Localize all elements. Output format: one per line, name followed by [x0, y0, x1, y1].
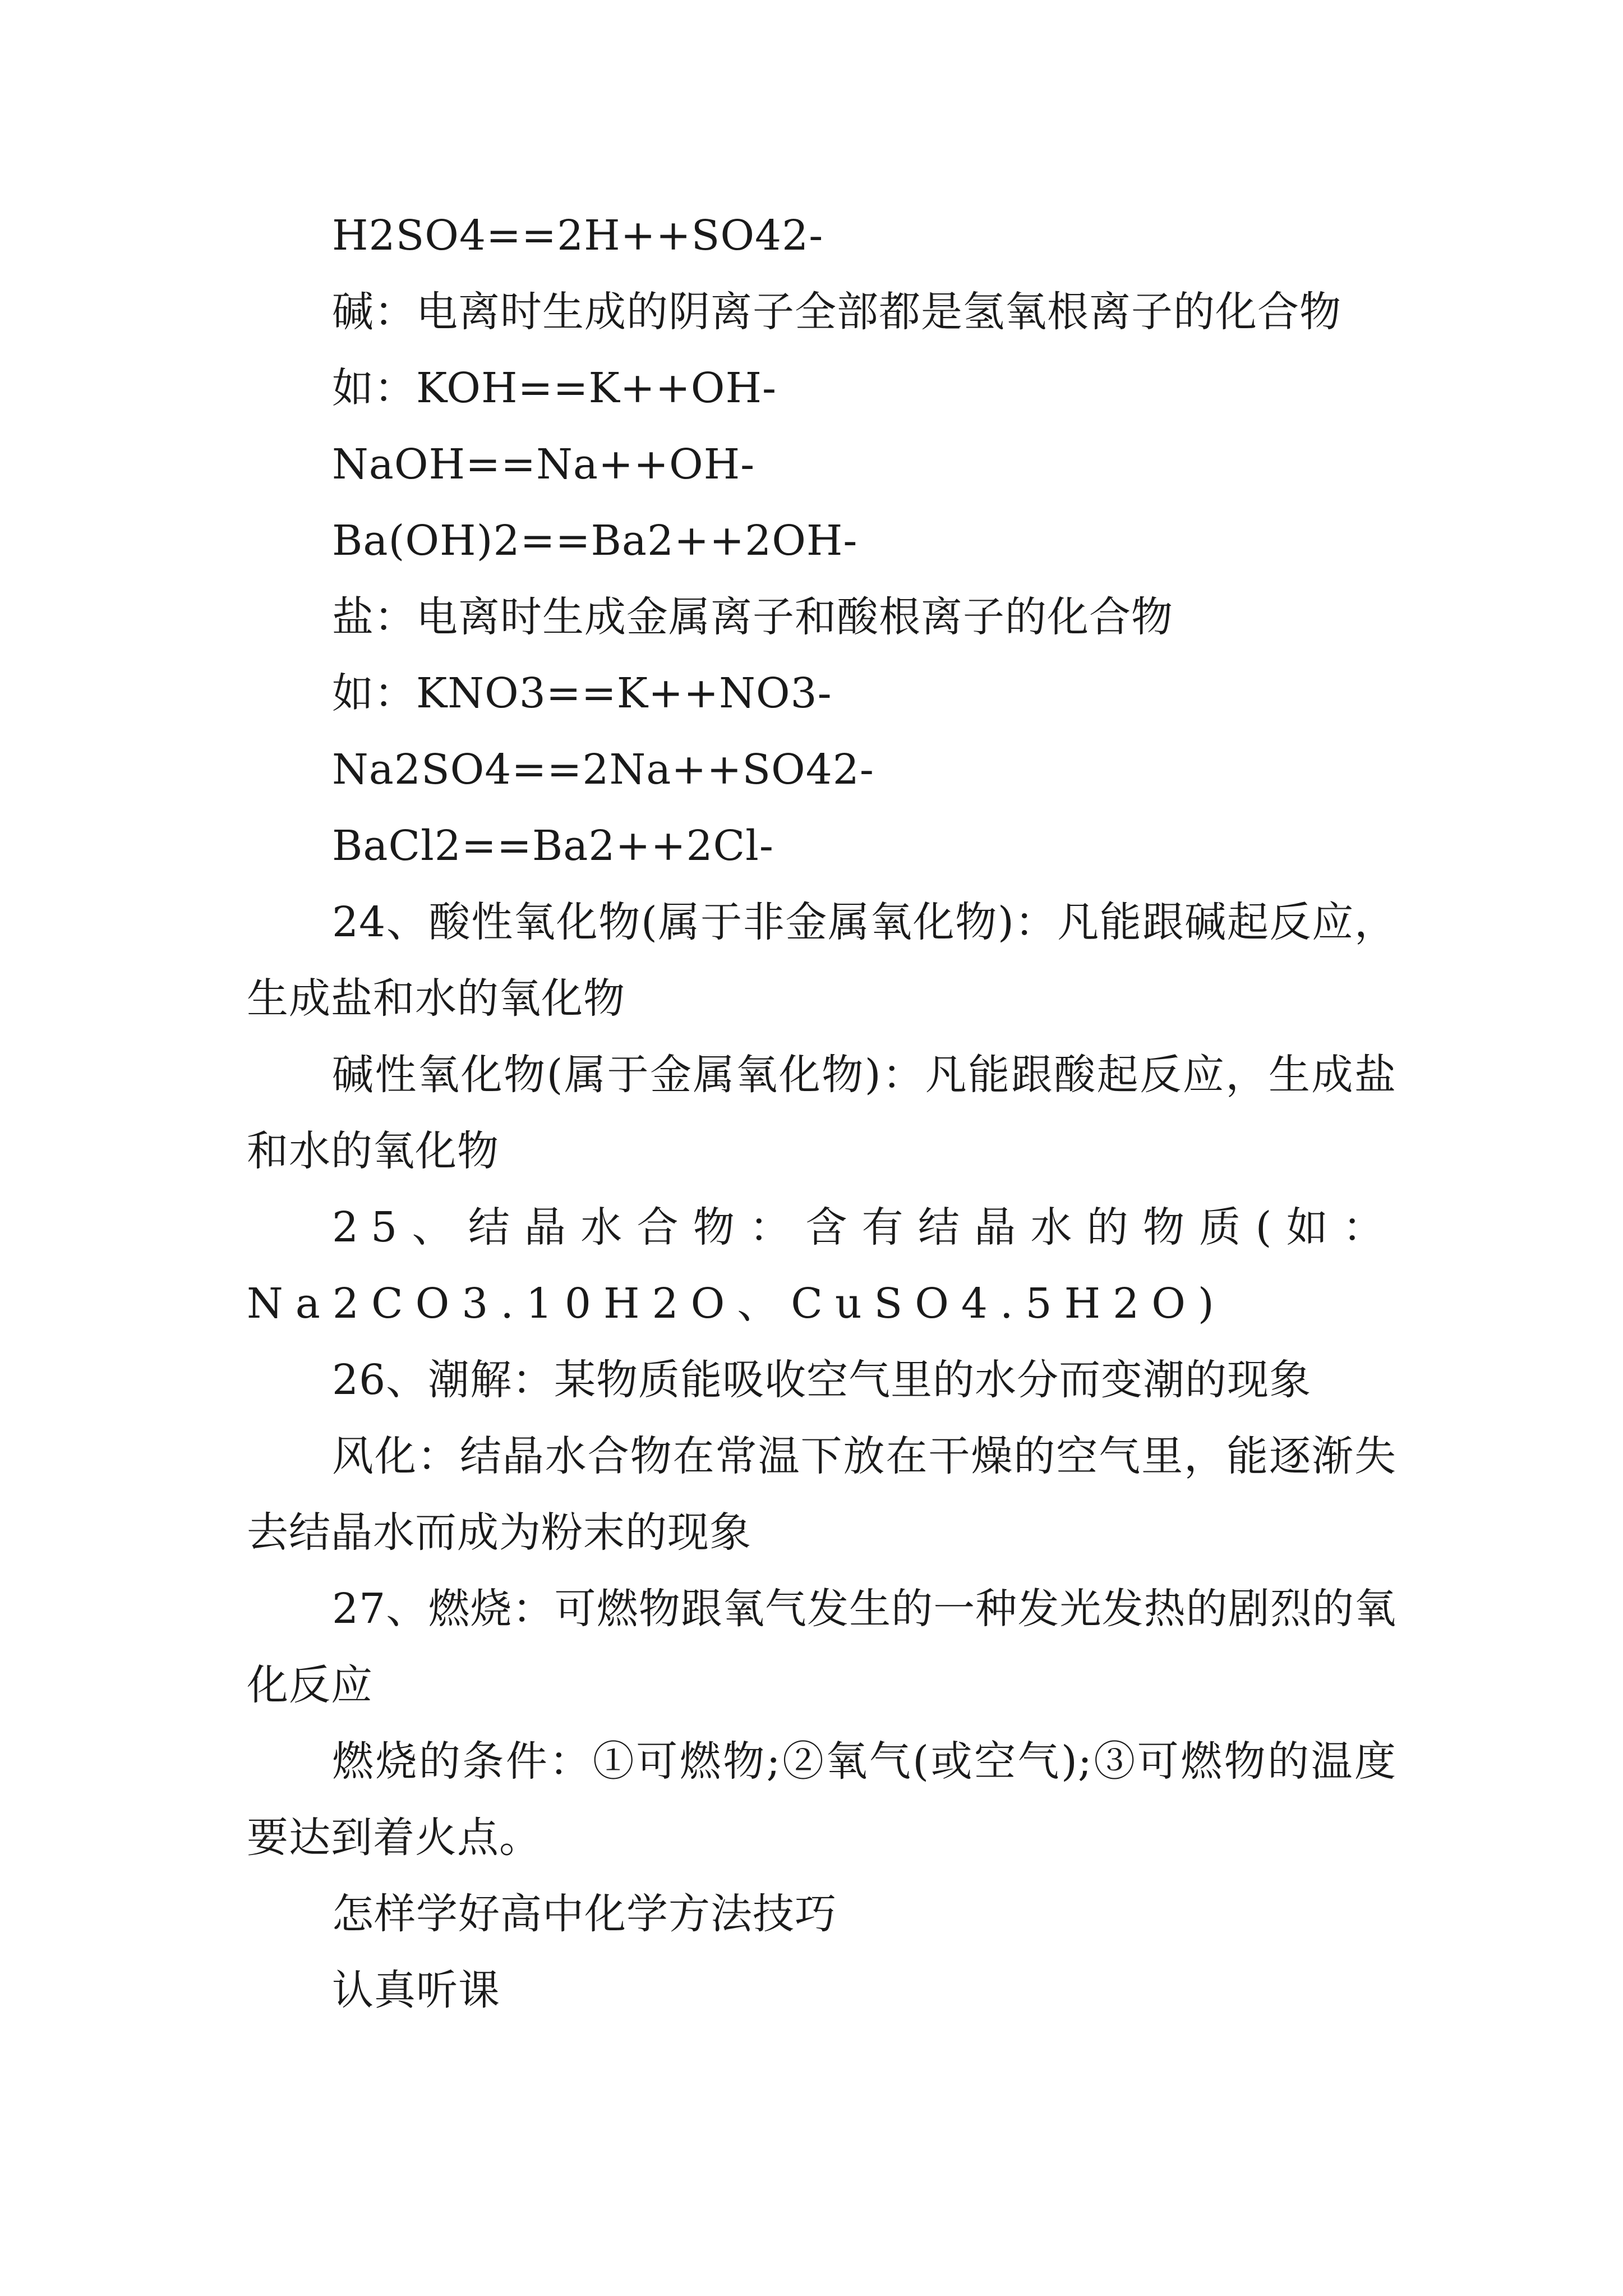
document-body — [247, 197, 1396, 2028]
paragraph: Na2SO4==2Na++SO42- — [332, 746, 874, 794]
paragraph: 如：KNO3==K++NO3- — [332, 669, 832, 717]
paragraph: 碱性氧化物(属于金属氧化物)：凡能跟酸起反应，生成盐和水的氧化物 — [247, 1051, 1396, 1175]
paragraph: NaOH==Na++OH- — [332, 440, 755, 489]
paragraph: 风化：结晶水合物在常温下放在干燥的空气里，能逐渐失去结晶水而成为粉末的现象 — [247, 1432, 1396, 1557]
paragraph: 盐：电离时生成金属离子和酸根离子的化合物 — [332, 593, 1173, 641]
paragraph: 认真听课 — [332, 1966, 500, 2014]
paragraph: 25、结晶水合物：含有结晶水的物质(如：Na2CO3.10H2O、CuSO4.5H2O) — [247, 1203, 1396, 1328]
paragraph: Ba(OH)2==Ba2++2OH- — [332, 517, 858, 565]
paragraph: 24、酸性氧化物(属于非金属氧化物)：凡能跟碱起反应，生成盐和水的氧化物 — [247, 898, 1396, 1023]
paragraph: BaCl2==Ba2++2Cl- — [332, 822, 774, 870]
paragraph: 27、燃烧：可燃物跟氧气发生的一种发光发热的剧烈的氧化反应 — [247, 1585, 1396, 1709]
paragraph: 碱：电离时生成的阴离子全部都是氢氧根离子的化合物 — [332, 288, 1341, 336]
paragraph: 燃烧的条件：①可燃物;②氧气(或空气);③可燃物的温度要达到着火点。 — [247, 1737, 1396, 1862]
paragraph: 如：KOH==K++OH- — [332, 364, 777, 412]
paragraph: H2SO4==2H++SO42- — [332, 211, 824, 260]
paragraph: 26、潮解：某物质能吸收空气里的水分而变潮的现象 — [332, 1356, 1312, 1404]
paragraph: 怎样学好高中化学方法技巧 — [332, 1890, 837, 1938]
